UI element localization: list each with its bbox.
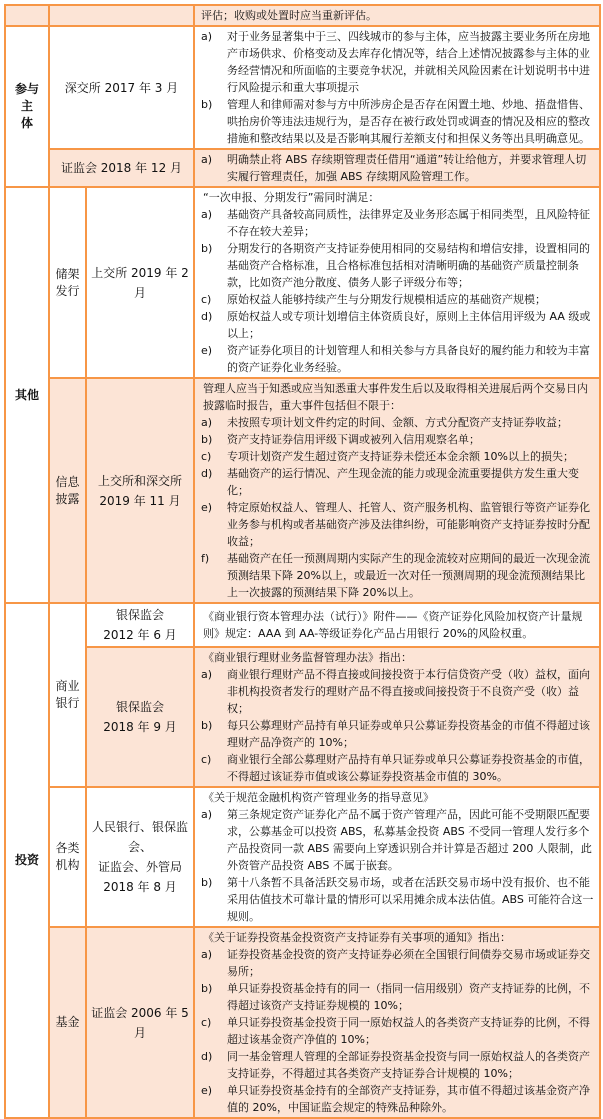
item-text: 每只公募理财产品持有单只证券或单只公募证券投资基金的市值不得超过该理财产品净资产的 10%；	[227, 719, 590, 749]
item-label: c)	[201, 450, 212, 463]
table-row	[5, 603, 600, 647]
item-label: a)	[201, 668, 213, 681]
content-cell	[194, 26, 600, 149]
item-label: d)	[201, 1050, 213, 1063]
table-row	[5, 378, 600, 603]
intro-text: 《商业银行理财业务监督管理办法》指出：	[203, 651, 412, 664]
list-item	[201, 206, 595, 240]
list-item	[201, 240, 595, 291]
continuation-text: 评估；收购或处置时应当重新评估。	[194, 5, 600, 26]
subcategory-cell: 各类 机构	[49, 787, 86, 927]
intro-text: “一次申报、分期发行”需同时满足：	[203, 191, 380, 204]
subcategory-cell: 商业 银行	[49, 603, 86, 787]
list-item	[201, 717, 595, 751]
table-row	[5, 187, 600, 378]
list-item	[201, 465, 595, 499]
item-text: 管理人和律师需对参与方中所涉房企是否存在闲置土地、炒地、捂盘惜售、哄抬房价等违法违规行为，是否存在被行政处罚或调查的情况及相应的整改措施和整改结果以及是否影响其履行差额支付和担保义务等出具明确意见。	[227, 98, 590, 145]
item-text: 第十八条暂不具备活跃交易市场，或者在活跃交易市场中没有报价、也不能采用估值技术可靠计量的情形可以采用摊余成本法估值。ABS 可能符合这一规则。	[227, 876, 594, 923]
item-text: 原始权益人能够持续产生与分期发行规模相适应的基础资产规模；	[227, 293, 546, 306]
item-text: 基础资产具备较高同质性，法律界定及业务形态属于相同类型，且风险特征不存在较大差异；	[227, 208, 590, 238]
source-cell: 上交所 2019 年 2 月	[86, 187, 194, 378]
item-label: e)	[201, 501, 213, 514]
source-cell: 证监会 2006 年 5 月	[86, 927, 194, 1118]
item-text: 资产证券化项目的计划管理人和相关参与方具备良好的履约能力和较为丰富的资产证券化业务经验。	[227, 344, 590, 374]
list-item	[201, 151, 595, 185]
item-text: 单只证券投资基金持有的全部资产支持证券，其市值不得超过该基金资产净值的 20%，中国证监会规定的特殊品种除外。	[227, 1084, 590, 1114]
source-cell: 银保监会 2012 年 6 月	[86, 603, 194, 647]
item-text: 未按照专项计划文件约定的时间、金额、方式分配资产支持证券收益；	[227, 416, 568, 429]
list-item	[201, 666, 595, 717]
item-label: a)	[201, 808, 213, 821]
item-text: 原始权益人或专项计划增信主体资质良好，原则上主体信用评级为 AA 级或以上；	[227, 310, 591, 340]
list-item	[201, 342, 595, 376]
item-label: a)	[201, 208, 213, 221]
table-row	[5, 787, 600, 927]
item-text: 商业银行全部公募理财产品持有单只证券或单只公募证券投资基金的市值，不得超过该证券市值或该公募证券投资基金市值的 30%。	[227, 753, 590, 783]
item-label: c)	[201, 1016, 212, 1029]
item-label: c)	[201, 293, 212, 306]
item-label: f)	[201, 552, 210, 565]
item-text: 专项计划资产发生超过资产支持证券未偿还本金余额 10%以上的损失；	[227, 450, 574, 463]
list-item	[201, 874, 595, 925]
table-row	[5, 647, 600, 787]
list-item	[201, 291, 595, 308]
content-cell	[194, 187, 600, 378]
item-label: d)	[201, 310, 213, 323]
list-item	[201, 550, 595, 601]
subcategory-cell: 储架 发行	[49, 187, 86, 378]
item-text: 分期发行的各期资产支持证券使用相同的交易结构和增信安排，设置相同的基础资产合格标准，且合格标准包括相对清晰明确的基础资产质量控制条款，比如资产池分散度、债务人影子评级分布等；	[227, 242, 590, 289]
content-cell	[194, 378, 600, 603]
list-item	[201, 806, 595, 874]
item-text: 资产支持证券信用评级下调或被列入信用观察名单；	[227, 433, 480, 446]
table-body	[5, 5, 600, 1118]
item-text: 商业银行理财产品不得直接或间接投资于本行信贷资产受（收）益权，面向非机构投资者发行的理财产品不得直接或间接投资于不良资产受（收）益权；	[227, 668, 590, 715]
item-label: b)	[201, 876, 213, 889]
item-text: 同一基金管理人管理的全部证券投资基金投资与同一原始权益人的各类资产支持证券，不得超过其各类资产支持证券合计规模的 10%；	[227, 1050, 590, 1080]
item-label: a)	[201, 30, 213, 43]
content-cell	[194, 647, 600, 787]
list-item	[201, 946, 595, 980]
subcategory-cell: 基金	[49, 927, 86, 1118]
item-text: 明确禁止将 ABS 存续期管理责任借用“通道”转让给他方，并要求管理人切实履行管理责任，加强 ABS 存续期风险管理工作。	[227, 153, 587, 183]
item-label: b)	[201, 98, 213, 111]
item-label: b)	[201, 433, 213, 446]
item-label: a)	[201, 416, 213, 429]
category-cell: 其他	[5, 187, 49, 603]
content-cell	[194, 603, 600, 647]
item-text: 证券投资基金投资的资产支持证券必须在全国银行间债券交易市场或证券交易所；	[227, 948, 590, 978]
source-cell: 银保监会 2018 年 9 月	[86, 647, 194, 787]
intro-text: 《关于证券投资基金投资资产支持证券有关事项的通知》指出：	[203, 931, 511, 944]
item-label: e)	[201, 344, 213, 357]
list-item	[201, 28, 595, 96]
subcategory-cell: 信息 披露	[49, 378, 86, 603]
intro-text: 《商业银行资本管理办法（试行）》附件——《资产证券化风险加权资产计量规则》规定：AAA 到 AA-等级证券化产品占用银行 20%的风险权重。	[203, 610, 583, 640]
item-text: 特定原始权益人、管理人、托管人、资产服务机构、监管银行等资产证券化业务参与机构或者基础资产涉及法律纠纷，可能影响资产支持证券按时分配收益；	[227, 501, 590, 548]
source-cell: 深交所 2017 年 3 月	[49, 26, 194, 149]
list-item	[201, 96, 595, 147]
list-item	[201, 980, 595, 1014]
source-cell: 人民银行、银保监会、 证监会、外管局 2018 年 8 月	[86, 787, 194, 927]
content-cell	[194, 927, 600, 1118]
item-label: a)	[201, 153, 213, 166]
content-cell	[194, 787, 600, 927]
regulation-table	[4, 4, 601, 1119]
table-row	[5, 927, 600, 1118]
cell-source	[49, 5, 194, 26]
item-label: c)	[201, 753, 212, 766]
list-item	[201, 308, 595, 342]
category-cell: 参与主 体	[5, 26, 49, 187]
item-label: b)	[201, 982, 213, 995]
list-item	[201, 1048, 595, 1082]
content-cell	[194, 149, 600, 187]
item-text: 第三条规定资产证券化产品不属于资产管理产品，因此可能不受期限匹配要求，公募基金可以投资 ABS，私募基金投资 ABS 不受同一管理人发行多个产品投资同一款 ABS 需要向上穿透识别合并计算是否超过 200 人限制，此外资管产品投资 ABS 不属于嵌套。	[227, 808, 592, 872]
source-cell: 证监会 2018 年 12 月	[49, 149, 194, 187]
item-text: 单只证券投资基金持有的同一（指同一信用级别）资产支持证券的比例，不得超过该资产支持证券规模的 10%；	[227, 982, 590, 1012]
item-label: e)	[201, 1084, 213, 1097]
category-cell: 投资	[5, 603, 49, 1118]
intro-text: 管理人应当于知悉或应当知悉重大事件发生后以及取得相关进展后两个交易日内披露临时报告，重大事件包括但不限于：	[203, 382, 588, 412]
list-item	[201, 448, 595, 465]
list-item	[201, 1082, 595, 1116]
list-item	[201, 414, 595, 431]
list-item	[201, 751, 595, 785]
intro-text: 《关于规范金融机构资产管理业务的指导意见》	[203, 791, 434, 804]
item-text: 对于业务显著集中于三、四线城市的参与主体，应当披露主要业务所在房地产市场供求、价格变动及去库存化情况等，结合上述情况披露参与主体的业务经营情况和所面临的主要竞争状况，并就相关风险因素在计划说明书中进行风险提示和重大事项提示	[227, 30, 590, 94]
item-text: 单只证券投资基金投资于同一原始权益人的各类资产支持证券的比例，不得超过该基金资产净值的 10%；	[227, 1016, 590, 1046]
table-row	[5, 5, 600, 26]
item-text: 基础资产的运行情况、产生现金流的能力或现金流重要提供方发生重大变化；	[227, 467, 579, 497]
source-cell: 上交所和深交所 2019 年 11 月	[86, 378, 194, 603]
item-label: b)	[201, 719, 213, 732]
table-row	[5, 149, 600, 187]
cell-category	[5, 5, 49, 26]
item-label: a)	[201, 948, 213, 961]
list-item	[201, 431, 595, 448]
item-label: d)	[201, 467, 213, 480]
list-item	[201, 499, 595, 550]
item-text: 基础资产在任一预测周期内实际产生的现金流较对应期间的最近一次现金流预测结果下降 20%以上，或最近一次对任一预测周期的现金流预测结果比上一次披露的预测结果下降 20%以上。	[227, 552, 590, 599]
list-item	[201, 1014, 595, 1048]
item-label: b)	[201, 242, 213, 255]
table-row	[5, 26, 600, 149]
